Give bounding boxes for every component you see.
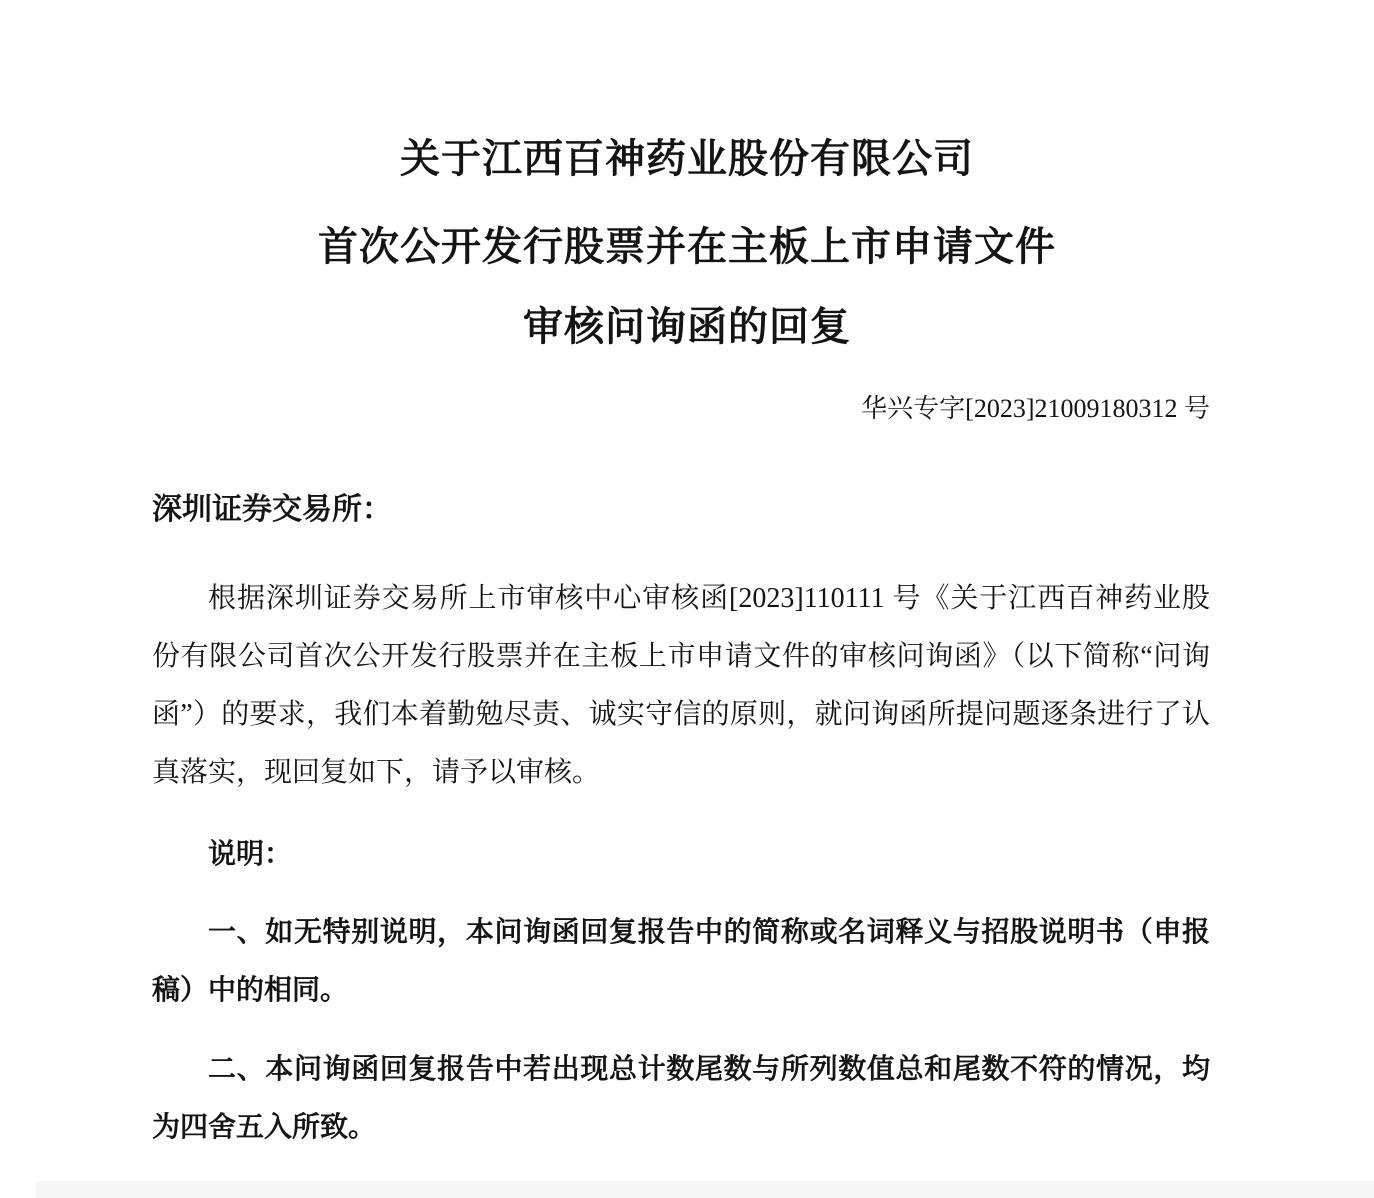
reference-number: 华兴专字[2023]21009180312 号: [861, 394, 1210, 423]
note-item-1: 一、如无特别说明，本问询函回复报告中的简称或名词释义与招股说明书（申报稿）中的相同。: [152, 917, 1210, 1006]
document-title-line-1: 关于江西百神药业股份有限公司: [400, 136, 974, 181]
note-heading: 说明：: [208, 839, 293, 870]
document-title-line-3: 审核问询函的回复: [523, 304, 851, 349]
salutation: 深圳证券交易所：: [152, 493, 392, 526]
page-bottom-edge: [36, 1181, 1374, 1198]
intro-paragraph: 根据深圳证券交易所上市审核中心审核函[2023]110111 号《关于江西百神药业股份有限公司首次公开发行股票并在主板上市申请文件的审核问询函》（以下简称“问询函”）的要求，我们本着勤勉尽责、诚实守信的原则，就问询函所提问题逐条进行了认真落实，现回复如下，请予以审核。: [152, 583, 1210, 788]
document-title-line-2: 首次公开发行股票并在主板上市申请文件: [318, 224, 1056, 269]
note-item-2: 二、本问询函回复报告中若出现总计数尾数与所列数值总和尾数不符的情况，均为四舍五入所致。: [152, 1054, 1210, 1143]
